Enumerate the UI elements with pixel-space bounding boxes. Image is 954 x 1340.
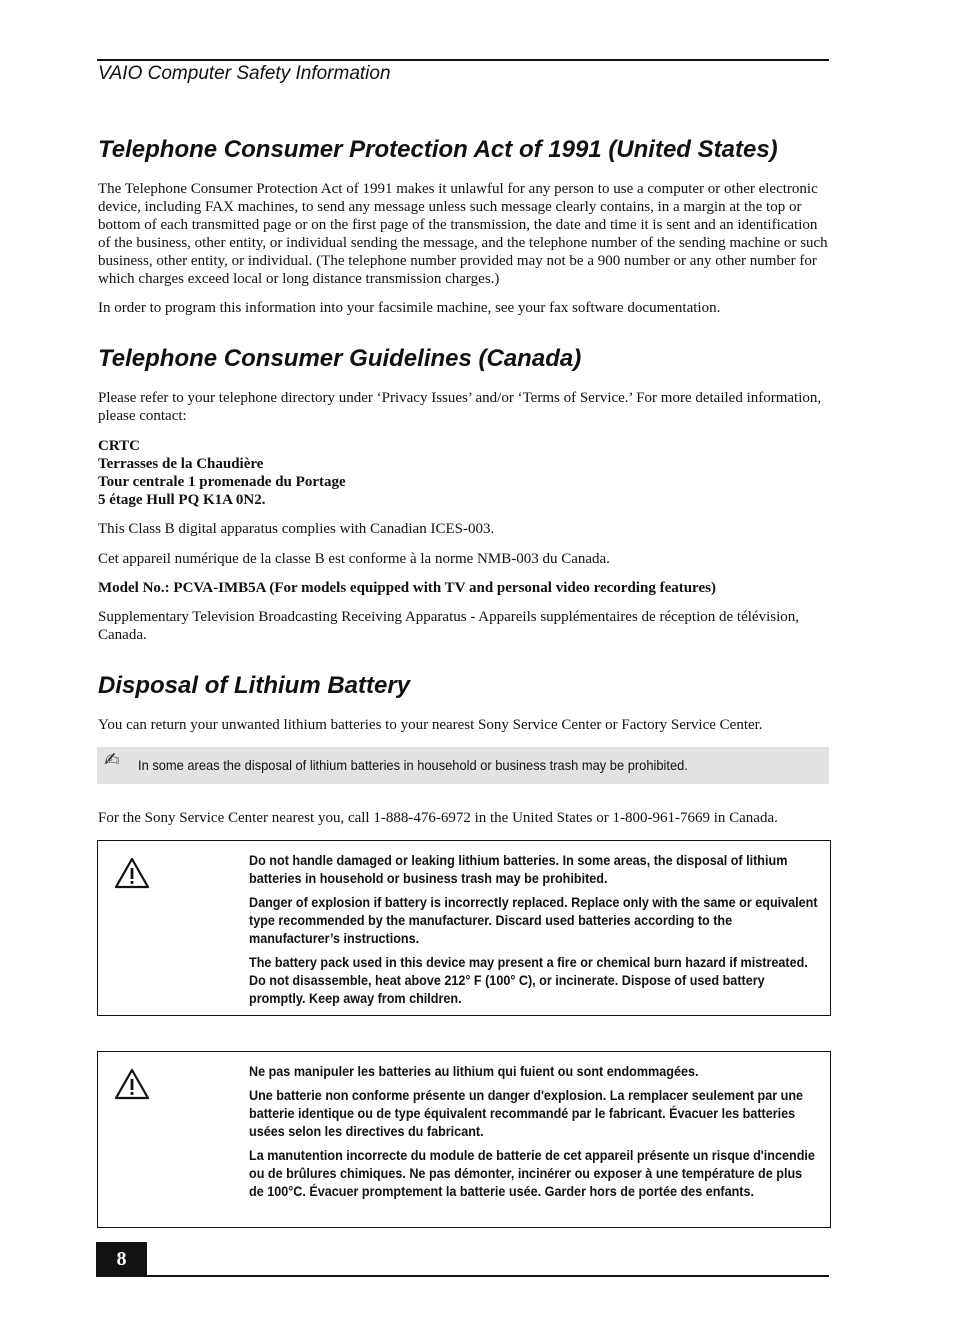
canada-refer-paragraph: Please refer to your telephone directory under ‘Privacy Issues’ and/or ‘Terms of Service.’ For more detailed information, please contact: xyxy=(98,390,822,424)
warning-paragraph: La manutention incorrecte du module de batterie de cet appareil présente un risque d'incendie ou de brûlures chimiques. Ne pas démonter, incinérer ou exposer à une température de plus de 100°C. Évacuer promptement la batterie usée. Garder hors de portée des enfants. xyxy=(249,1147,815,1199)
footer-rule xyxy=(96,1275,829,1277)
section-heading-battery: Disposal of Lithium Battery xyxy=(98,672,411,699)
warning-text-french xyxy=(249,1062,819,1206)
model-number-line: Model No.: PCVA-IMB5A (For models equipped with TV and personal video recording features) xyxy=(98,580,716,596)
address-line: Terrasses de la Chaudière xyxy=(98,456,264,472)
warning-box-french xyxy=(97,1051,831,1228)
address-line: Tour centrale 1 promenade du Portage xyxy=(98,474,346,490)
tcpa-paragraph: The Telephone Consumer Protection Act of 1991 makes it unlawful for any person to use a computer or other electronic device, including FAX machines, to send any message unless such message clearly contains, in a margin at the top or bottom of each transmitted page or on the first page of the transmission, the date and time it is sent and an identification of the business, other entity, or individual sending the message, and the telephone number of the sending machine or such business, other entity, or individual. (The telephone number provided may not be a 900 number or any other number for which charges exceed local or long distance transmission charges.) xyxy=(98,181,828,287)
note-box xyxy=(97,747,829,784)
address-line: 5 étage Hull PQ K1A 0N2. xyxy=(98,492,266,508)
note-text: In some areas the disposal of lithium batteries in household or business trash may be prohibited. xyxy=(138,757,688,773)
running-header-title: VAIO Computer Safety Information xyxy=(98,63,391,84)
warning-box-english xyxy=(97,840,831,1016)
warning-text-english xyxy=(249,851,819,1013)
address-line: CRTC xyxy=(98,438,140,454)
warning-triangle-icon xyxy=(114,857,150,889)
ices-paragraph: This Class B digital apparatus complies with Canadian ICES-003. xyxy=(98,521,495,537)
warning-paragraph: Une batterie non conforme présente un danger d'explosion. La remplacer seulement par une batterie identique ou de type équivalent recommandé par le fabricant. Évacuer les batteries usées selon les directives du fabricant. xyxy=(249,1087,804,1139)
warning-paragraph: The battery pack used in this device may present a fire or chemical burn hazard if mistreated. Do not disassemble, heat above 212° F (100° C), or incinerate. Dispose of used battery promptly. Keep away from children. xyxy=(249,954,808,1006)
page-number: 8 xyxy=(96,1242,147,1276)
warning-paragraph: Ne pas manipuler les batteries au lithium qui fuient ou sont endommagées. xyxy=(249,1063,699,1079)
note-pencil-icon: ✍ xyxy=(104,749,120,771)
service-center-paragraph: For the Sony Service Center nearest you, call 1-888-476-6972 in the United States or 1-800-961-7669 in Canada. xyxy=(98,810,778,826)
crtc-address xyxy=(98,437,833,509)
nmb-paragraph: Cet appareil numérique de la classe B est conforme à la norme NMB-003 du Canada. xyxy=(98,551,610,567)
battery-return-paragraph: You can return your unwanted lithium batteries to your nearest Sony Service Center or Factory Service Center. xyxy=(98,717,763,733)
warning-paragraph: Danger of explosion if battery is incorrectly replaced. Replace only with the same or equivalent type recommended by the manufacturer. Discard used batteries according to the manufacturer’s instructions. xyxy=(249,894,818,946)
header-rule xyxy=(97,59,829,61)
warning-paragraph: Do not handle damaged or leaking lithium batteries. In some areas, the disposal of lithium batteries in household or business trash may be prohibited. xyxy=(249,852,788,886)
fax-program-paragraph: In order to program this information into your facsimile machine, see your fax software documentation. xyxy=(98,300,721,316)
warning-triangle-icon xyxy=(114,1068,150,1100)
section-heading-tcpa: Telephone Consumer Protection Act of 1991 (United States) xyxy=(98,136,778,163)
section-heading-canada: Telephone Consumer Guidelines (Canada) xyxy=(98,345,582,372)
tv-apparatus-paragraph: Supplementary Television Broadcasting Receiving Apparatus - Appareils supplémentaires de réception de télévision, Canada. xyxy=(98,609,799,643)
